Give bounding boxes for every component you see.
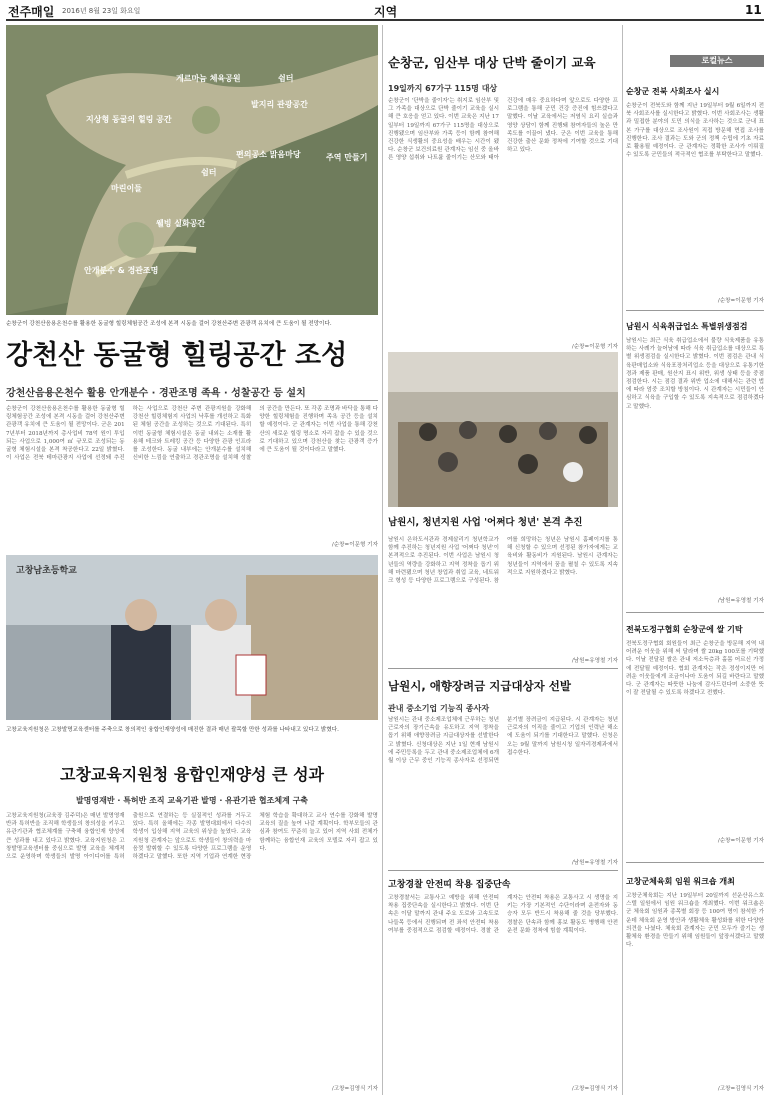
goryo-body: 고창교육지원청(교육장 김주덕)은 매년 발명영재반과 특허반을 조직해 학생들의 창의성을 키우고 유관기관과 협조체계를 구축해 융합인재 양성에 큰 성과를 내고 있다고 밝혔다. 교육지원청은 고창발명교육센터를 중심으로 발명 교육을 체계적으로 운영하며 학생들의 발명 아이디어를 특허 출원으로 연결하는 등 실질적인 성과를 거두고 있다. 특히 올해에는 각종 발명대회에서 다수의 학생이 입상해 지역 교육의 위상을 높였다. 교육지원청 관계자는 앞으로도 학생들이 창의력을 마음껏 발휘할 수 있도록 다양한 프로그램을 운영하겠다고 말했다. 또한 지역 기업과 연계한 현장 체험 학습을 확대하고 교사 연수를 강화해 발명 교육의 질을 높여 나갈 계획이다. 학부모들의 관심과 참여도 꾸준히 늘고 있어 지역 사회 전체가 함께하는 융합인재 교육의 모델로 자리 잡고 있다. (6, 813, 378, 861)
award-photo (6, 555, 378, 720)
map-label-9: 웰빙 실화공간 (156, 219, 206, 228)
lead-map (6, 25, 378, 315)
rc3-headline: 전북도정구협회 순창군에 쌀 기탁 (626, 625, 743, 634)
rc4-byline: /고창=김영식 기자 (717, 1086, 764, 1092)
rc1-headline: 순창군 전북 사회조사 실시 (626, 87, 720, 96)
issue-date: 2016년 8월 23일 화요일 (62, 7, 141, 15)
namwon-job-subhead: 관내 중소기업 기능직 종사자 (388, 704, 490, 713)
school-sign: 고창남초등학교 (16, 566, 77, 576)
masthead (0, 0, 770, 22)
safety-rule (388, 870, 618, 871)
safety-byline: /고창=김영식 기자 (571, 1086, 618, 1092)
mid-right-body: 남원시 은하도서관과 경제살리기 청년학교가 함께 추진하는 청년지원 사업 '어쩌다 청년'이 본격적으로 추진된다. 이번 사업은 남원시 청년들의 역량을 강화하고 지역 정착을 돕기 위해 마련됐으며 청년 창업과 취업 교육, 네트워크 형성 등 다양한 프로그램으로 구성된다. 참여를 희망하는 청년은 남원시 홈페이지를 통해 신청할 수 있으며 선정된 참가자에게는 교육비와 활동비가 지원된다. 남원시 관계자는 청년들이 지역에서 꿈을 펼칠 수 있도록 지속적으로 지원하겠다고 밝혔다. (388, 537, 618, 585)
top-right-body: 순창군이 '단박을 줄이자'는 취지로 임산부 및 그 가족을 대상으로 단박 줄이기 교육을 실시해 큰 호응을 얻고 있다. 이번 교육은 지난 17일부터 19일까지 67가구 115명을 대상으로 진행됐으며 임산부와 가족 등이 함께 참여해 건강한 식생활의 중요성을 배우는 시간이 됐다. 순창군 보건의료원 관계자는 임신 중 올바른 영양 섭취와 나트륨 줄이기는 산모와 태아 건강에 매우 중요하다며 앞으로도 다양한 프로그램을 통해 군민 건강 증진에 힘쓰겠다고 말했다. 이날 교육에서는 저염식 요리 실습과 영양 상담이 함께 진행돼 참여자들의 높은 만족도를 이끌어 냈다. 군은 이번 교육을 통해 건강한 출산 문화 정착에 기여할 것으로 기대하고 있다. (388, 98, 618, 162)
section-name: 지역 (374, 5, 398, 19)
map-label-3: 발지리 관광공간 (251, 100, 308, 109)
map-label-2: 쉼터 (278, 74, 294, 83)
lead-body: 순창군이 강천산음용온천수를 활용한 동굴형 힐링체험공간 조성에 본격 시동을 걸어 강천산주변 관광객 유치에 큰 도움이 될 전망이다. 군은 2017년부터 2018년까지 총사업비 78억 원이 투입되는 사업으로 1,000여 ㎡ 규모로 조성되는 동굴형 체험시설을 본격 착공한다고 22일 밝혔다. 이 사업은 전북 테마관광지 사업에 선정돼 추진하는 사업으로 강천산 주변 관광지원을 강화해 강천산 힐링체험지 사업의 낙후를 개선하고 특화된 체험 공간을 조성하는 것으로 기대된다. 특히 이번 동굴형 체험시설은 동굴 내외는 소재를 활용해 테크와 트레킹 공간 등 다양한 관광 인프라를 조성한다. 동굴 내부에는 안개분수를 설치해 신비한 느낌을 연출하고 경관조명을 설치해 성찰의 공간을 만든다. 또 각종 조명과 바닥을 통해 다양한 힐링체험을 진행하며 족욕 공간 등을 설치할 예정이다. 군 관계자는 이번 사업을 통해 강천산의 새로운 힐링 명소로 자리 잡을 수 있을 것으로 기대하고 있으며 강천산을 찾는 관광객 증가에 큰 도움이 될 것이다라고 말했다. (6, 406, 378, 462)
award-photo-image (6, 555, 378, 720)
page-number: 11 (745, 3, 762, 17)
map-label-6: 주역 만들기 (326, 153, 368, 162)
map-label-10: 안개분수 & 경관조명 (84, 266, 159, 275)
lead-caption: 순창군이 강천산음용온천수를 활용한 동굴형 힐링체험공간 조성에 본격 시동을 걸어 강천산주변 관광객 유치에 큰 도움이 될 전망이다. (6, 321, 332, 327)
seminar-photo (388, 352, 618, 507)
safety-body: 고창경찰서는 교통사고 예방을 위해 안전띠 착용 집중단속을 실시한다고 밝혔다. 이번 단속은 이달 말까지 관내 주요 도로와 고속도로 나들목 등에서 진행되며 전 좌석 안전띠 착용 여부를 중점적으로 점검할 예정이다. 경찰 관계자는 안전띠 착용은 교통사고 시 생명을 지키는 가장 기본적인 수단이라며 운전자와 동승자 모두 반드시 착용해 줄 것을 당부했다. 경찰은 단속과 함께 홍보 활동도 병행해 안전 운전 문화 정착에 힘쓸 계획이다. (388, 895, 618, 934)
rc3-rule (626, 612, 764, 613)
paper-name: 전주매일 (8, 5, 55, 19)
lead-rule (6, 400, 378, 401)
rc1-body: 순창군이 전북도와 함께 지난 19일부터 9월 6일까지 전북 사회조사를 실시한다고 밝혔다. 이번 사회조사는 생활과 밀접한 분야의 도민 의식을 조사하는 것으로 군내 표본 가구를 대상으로 조사원이 직접 방문해 면접 조사를 진행한다. 조사 결과는 도와 군의 정책 수립에 기초 자료로 활용될 예정이다. 군 관계자는 정확한 조사가 이뤄질 수 있도록 군민들의 적극적인 협조를 부탁한다고 말했다. (626, 103, 764, 159)
col-divider-1 (382, 25, 383, 1095)
top-right-headline: 순창군, 임산부 대상 단박 줄이기 교육 (388, 55, 596, 70)
lead-byline: /순창=이문형 기자 (331, 542, 378, 548)
safety-headline: 고창경찰 안전띠 착용 집중단속 (388, 880, 511, 890)
mid-right-byline: /남원=유영철 기자 (571, 658, 618, 664)
namwon-job-body: 남원시는 관내 중소제조업체에 근무하는 청년근로자의 장기근속을 유도하고 지역 정착을 돕기 위해 애향장려금 지급대상자를 선발한다고 밝혔다. 신청대상은 지난 1일 현재 남원시에 주민등록을 두고 관내 중소제조업체에 6개월 이상 근무 중인 기능직 종사자로 선정되면 분기별 장려금이 지급된다. 시 관계자는 청년 근로자의 이직을 줄이고 기업의 인력난 해소에 도움이 되기를 기대한다고 말했다. 신청은 오는 9월 말까지 남원시청 일자리경제과에서 접수한다. (388, 717, 618, 765)
map-label-8: 마린이들 (111, 184, 142, 193)
top-right-byline: /순창=이문형 기자 (571, 344, 618, 350)
rc2-rule (626, 310, 764, 311)
map-illustration (6, 25, 378, 315)
seminar-photo-image (388, 352, 618, 507)
namwon-job-byline: /남원=유영철 기자 (571, 860, 618, 866)
goryo-subhead: 발명영재반 · 특허반 조직 교육기관 발명 · 유관기관 협조체계 구축 (75, 796, 309, 805)
rc4-rule (626, 862, 764, 863)
rc2-byline: /남원=유영철 기자 (717, 598, 764, 604)
column-head: 로컬뉴스 (670, 55, 764, 67)
top-right-subhead: 19일까지 67가구 115명 대상 (388, 84, 498, 93)
goryo-caption: 고창교육지원청은 고창발명교육센터를 주축으로 창의적인 융합인재양성에 매진한 결과 매년 괄목할 만한 성과를 나타내고 있다고 밝혔다. (6, 727, 339, 733)
col-divider-2 (622, 25, 623, 1095)
goryo-byline: /고창=김영식 기자 (331, 1086, 378, 1092)
rc4-body: 고창군체육회는 지난 19일부터 20일까지 선운산유스호스텔 일원에서 임원 워크숍을 개최했다. 이번 워크숍은 군 체육회 임원과 종목별 회장 등 100여 명이 참석한 가운데 체육회 운영 방안과 생활체육 활성화를 위한 다양한 의견을 나눴다. 체육회 관계자는 군민 모두가 즐기는 생활체육 환경을 만들기 위해 임원들이 앞장서겠다고 말했다. (626, 893, 764, 949)
map-label-7: 쉼터 (201, 168, 217, 177)
rc3-byline: /순창=이문형 기자 (717, 838, 764, 844)
rc1-byline: /순창=이문형 기자 (717, 298, 764, 304)
namwon-job-headline: 남원시, 애향장려금 지급대상자 선발 (388, 679, 572, 693)
lead-subhead: 강천산음용온천수 활용 안개분수 · 경관조명 족욕 · 성찰공간 등 설치 (6, 388, 306, 399)
map-label-1: 게르마늄 체육공원 (176, 74, 241, 83)
map-label-5: 편의공소 맑음마당 (236, 150, 301, 159)
map-label-4: 지상형 동굴의 힐링 공간 (86, 115, 172, 124)
namwon-job-rule (388, 668, 618, 669)
rc3-body: 전북도정구협회 회원들이 최근 순창군을 방문해 지역 내 어려운 이웃을 위해 써 달라며 쌀 20kg 100포를 기탁했다. 이날 전달된 쌀은 관내 저소득층과 홀몸 어르신 가정에 전달될 예정이다. 협회 관계자는 작은 정성이지만 어려운 이웃들에게 조금이나마 도움이 되길 바란다고 말했다. 군 관계자는 따뜻한 나눔에 감사드린다며 소중한 뜻이 잘 전달될 수 있도록 하겠다고 전했다. (626, 641, 764, 697)
lead-headline: 강천산 동굴형 힐링공간 조성 (6, 340, 348, 371)
mid-right-headline: 남원시, 청년지원 사업 '어쩌다 청년' 본격 추진 (388, 517, 583, 528)
goryo-headline: 고창교육지원청 융합인재양성 큰 성과 (59, 765, 324, 784)
rc2-headline: 남원시 식육취급업소 특별위생점검 (626, 322, 748, 331)
rc4-headline: 고창군체육회 임원 워크숍 개최 (626, 877, 735, 886)
masthead-rule (6, 19, 764, 21)
rc2-body: 남원시는 최근 식육 취급업소에서 불량 식육제품을 유통하는 사례가 늘어남에 따라 식육 취급업소를 대상으로 특별 위생점검을 실시한다고 밝혔다. 이번 점검은 관내 식육판매업소와 식육포장처리업소 등을 대상으로 유통기한 경과 제품 판매, 원산지 표시 위반, 위생 상태 등을 중점 점검한다. 시는 점검 결과 위반 업소에 대해서는 관련 법에 따라 엄중 조치할 방침이다. 시 관계자는 시민들이 안심하고 식육을 구입할 수 있도록 지속적으로 점검하겠다고 말했다. (626, 338, 764, 410)
